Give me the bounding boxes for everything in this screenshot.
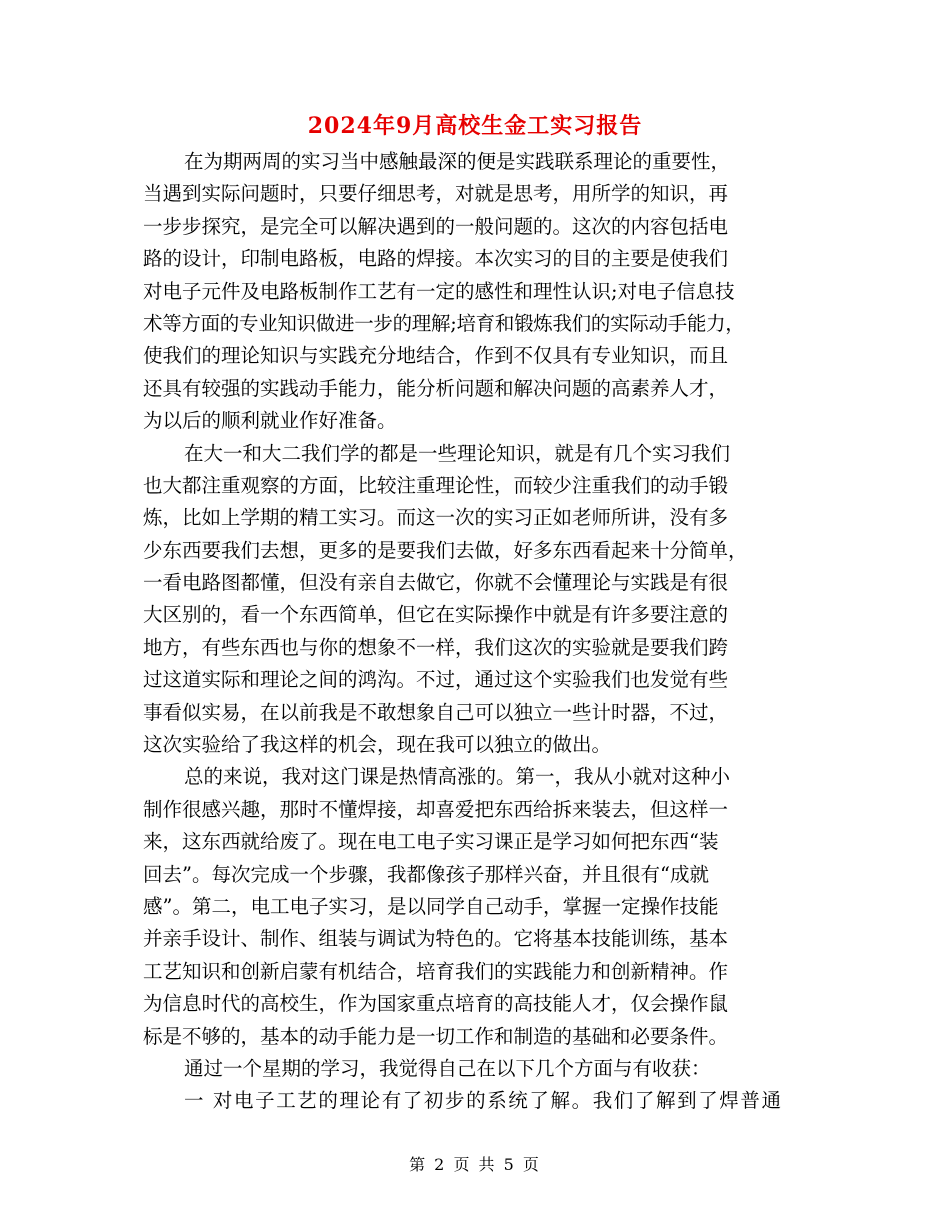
body-line: 来，这东西就给废了。现在电工电子实习课正是学习如何把东西“装	[143, 830, 719, 854]
body-line: 事看似实易，在以前我是不敢想象自己可以独立一些计时器，不过，	[143, 700, 729, 724]
body-line: 通过一个星期的学习，我觉得自己在以下几个方面与有收获：	[184, 1056, 711, 1080]
body-line: 炼，比如上学期的精工实习。而这一次的实习正如老师所讲，没有多	[143, 506, 729, 530]
page-number-footer: 第 2 页 共 5 页	[409, 1155, 541, 1174]
body-line: 在为期两周的实习当中感触最深的便是实践联系理论的重要性，	[184, 150, 731, 173]
body-line: 这次实验给了我这样的机会，现在我可以独立的做出。	[143, 733, 612, 757]
body-line: 也大都注重观察的方面，比较注重理论性，而较少注重我们的动手锻	[143, 473, 729, 497]
body-line: 感”。第二，电工电子实习，是以同学自己动手，掌握一定操作技能	[143, 894, 719, 918]
body-line: 回去”。每次完成一个步骤，我都像孩子那样兴奋，并且很有“成就	[143, 862, 709, 886]
body-line: 使我们的理论知识与实践充分地结合，作到不仅具有专业知识，而且	[143, 344, 729, 368]
body-line: 在大一和大二我们学的都是一些理论知识，就是有几个实习我们	[184, 441, 731, 465]
body-line: 过这道实际和理论之间的鸿沟。不过，通过这个实验我们也发觉有些	[143, 668, 729, 692]
body-line: 少东西要我们去想，更多的是要我们去做，好多东西看起来十分简单，	[143, 538, 748, 562]
body-line: 标是不够的，基本的动手能力是一切工作和制造的基础和必要条件。	[143, 1024, 729, 1048]
body-line: 当遇到实际问题时，只要仔细思考，对就是思考，用所学的知识，再	[143, 182, 729, 206]
body-line: 大区别的，看一个东西简单，但它在实际操作中就是有许多要注意的	[143, 603, 729, 627]
body-line: 为信息时代的高校生，作为国家重点培育的高技能人才，仅会操作鼠	[143, 992, 729, 1016]
body-line: 并亲手设计、制作、组装与调试为特色的。它将基本技能训练，基本	[143, 927, 729, 951]
document-body	[143, 146, 811, 1118]
body-line: 一步步探究，是完全可以解决遇到的一般问题的。这次的内容包括电	[143, 214, 729, 238]
body-line: 路的设计，印制电路板，电路的焊接。本次实习的目的主要是使我们	[143, 247, 729, 271]
document-title: 2024年9月高校生金工实习报告	[307, 113, 643, 139]
body-line: 工艺知识和创新启蒙有机结合，培育我们的实践能力和创新精神。作	[143, 959, 729, 983]
body-line: 对电子元件及电路板制作工艺有一定的感性和理性认识;对电子信息技	[143, 279, 735, 303]
body-line: 总的来说，我对这门课是热情高涨的。第一，我从小就对这种小	[184, 765, 731, 789]
body-line: 一 对电子工艺的理论有了初步的系统了解。我们了解到了焊普通	[184, 1089, 783, 1113]
body-line: 制作很感兴趣，那时不懂焊接，却喜爱把东西给拆来装去，但这样一	[143, 797, 729, 821]
body-line: 术等方面的专业知识做进一步的理解;培育和锻炼我们的实际动手能力，	[143, 311, 745, 335]
body-line: 还具有较强的实践动手能力，能分析问题和解决问题的高素养人才，	[143, 376, 729, 400]
body-line: 一看电路图都懂，但没有亲自去做它，你就不会懂理论与实践是有很	[143, 571, 729, 595]
body-line: 为以后的顺利就业作好准备。	[143, 409, 397, 433]
body-line: 地方，有些东西也与你的想象不一样，我们这次的实验就是要我们跨	[143, 635, 729, 659]
